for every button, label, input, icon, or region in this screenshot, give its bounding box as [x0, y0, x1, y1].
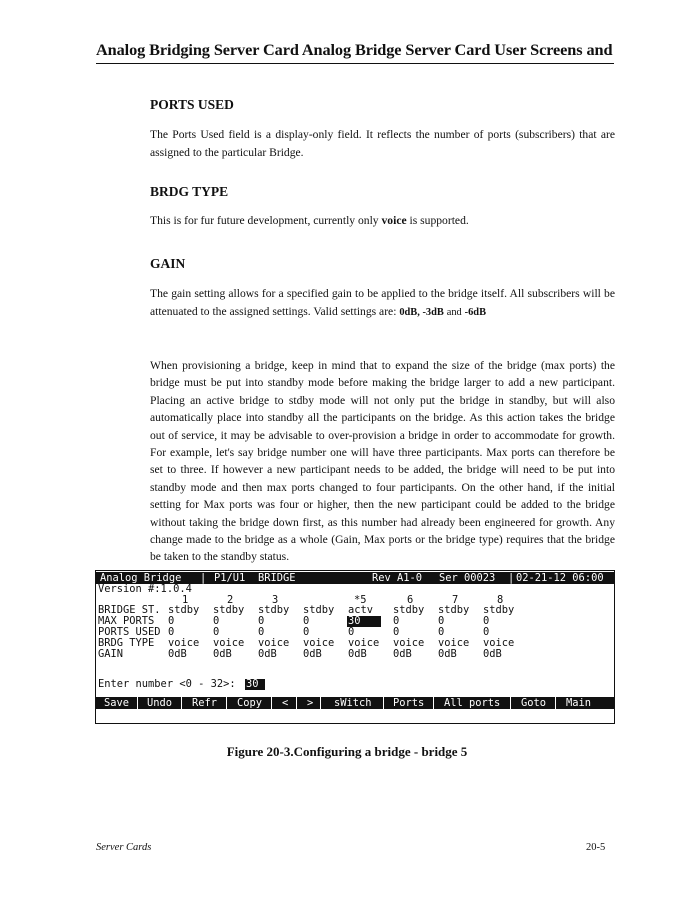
brdg-type-3[interactable]: voice: [258, 637, 290, 649]
column-header-3: 3: [272, 594, 279, 606]
menu-goto[interactable]: Goto: [521, 697, 547, 709]
header-rule: [96, 63, 614, 64]
gain-val-3db: -3dB: [422, 306, 444, 318]
row-label-brdg-type: BRDG TYPE: [98, 637, 155, 649]
bridge-st-8[interactable]: stdby: [483, 604, 515, 616]
terminal-menu-bar: [96, 697, 614, 709]
section-text-gain: The gain setting allows for a specified gain to be applied to the bridge itself. All subscribers will be attenuated to the assigned settings. Valid settings are: 0dB, -3dB and -6dB: [150, 287, 615, 318]
section-heading-brdg-type: BRDG TYPE: [150, 184, 229, 199]
menu-ports[interactable]: Ports: [393, 697, 425, 709]
menu-copy[interactable]: Copy: [237, 697, 263, 709]
column-header-2: 2: [227, 594, 234, 606]
max-ports-7[interactable]: 0: [438, 615, 445, 627]
menu-save[interactable]: Save: [104, 697, 130, 709]
max-ports-3[interactable]: 0: [258, 615, 265, 627]
max-ports-5[interactable]: 30: [347, 616, 381, 627]
column-header-6: 6: [407, 594, 414, 606]
brdg-type-5[interactable]: voice: [348, 637, 380, 649]
ports-used-6: 0: [393, 626, 400, 638]
ports-used-3: 0: [258, 626, 265, 638]
bridge-st-7[interactable]: stdby: [438, 604, 470, 616]
bridge-st-4[interactable]: stdby: [303, 604, 335, 616]
ports-used-2: 0: [213, 626, 220, 638]
page-number: 20-5: [586, 842, 606, 853]
terminal-ser: Ser 00023: [439, 572, 496, 584]
entry-prompt: Enter number <0 - 32>:: [98, 678, 236, 690]
terminal-datetime: 02-21-12 06:00: [516, 572, 604, 584]
brdg-type-1[interactable]: voice: [168, 637, 200, 649]
row-label-ports-used: PORTS USED: [98, 626, 161, 638]
footer-left: Server Cards: [96, 842, 152, 853]
bridge-st-6[interactable]: stdby: [393, 604, 425, 616]
gain-1[interactable]: 0dB: [168, 648, 187, 660]
menu-refr[interactable]: Refr: [192, 697, 218, 709]
column-header-7: 7: [452, 594, 459, 606]
gain-6[interactable]: 0dB: [393, 648, 412, 660]
menu-main[interactable]: Main: [566, 697, 592, 709]
ports-used-1: 0: [168, 626, 175, 638]
section-text-ports-used: The Ports Used field is a display-only field. It reflects the number of ports (subscribers) that are assigned to the particular Bridge.: [150, 128, 615, 159]
brdg-type-voice: voice: [381, 214, 407, 227]
figure-caption: Figure 20-3.Configuring a bridge - bridge 5: [226, 744, 468, 759]
bridge-st-2[interactable]: stdby: [213, 604, 245, 616]
column-header-5: *5: [354, 594, 367, 606]
gain-val-6db: -6dB: [464, 306, 487, 318]
gain-conj: and: [446, 306, 462, 318]
row-label-gain: GAIN: [98, 648, 124, 660]
ports-used-8: 0: [483, 626, 490, 638]
row-label-bridge-st: BRIDGE ST.: [98, 604, 161, 616]
max-ports-1[interactable]: 0: [168, 615, 175, 627]
column-header-8: 8: [497, 594, 504, 606]
entry-input[interactable]: 30: [245, 679, 265, 690]
max-ports-4[interactable]: 0: [303, 615, 310, 627]
brdg-type-6[interactable]: voice: [393, 637, 425, 649]
body-paragraph: When provisioning a bridge, keep in mind that to expand the size of the bridge (max ports) the bridge must be put into standby mode before making the bridge larger to add a new participant. Placing an active bridge to stdby mode will not only put the bridge in standby, but will also automatically place into standby all the participants on the bridge. As this action takes the bridge out of service, it may be advisable to over-provision a bridge in order to accommodate for growth. For example, let's say bridge number one will have three participants. Max ports can therefore be set to three. If however a new participant needs to be added, the bridge will need to be put into standby mode and then max ports changed to four participants. On the other hand, if the initial setting for Max ports was four or higher, then the new participant could be added to the bridge without taking the bridge down first, as this number had already been engineered for growth. Any change made to the bridge as a whole (Gain, Max ports or the bridge type) requires that the bridge be taken to the standby status.: [150, 359, 615, 564]
row-label-max-ports: MAX PORTS: [98, 615, 155, 627]
section-heading-ports-used: PORTS USED: [150, 97, 234, 112]
terminal-title: Analog Bridge: [100, 572, 182, 584]
gain-8[interactable]: 0dB: [483, 648, 502, 660]
gain-val-0db: 0dB: [399, 306, 418, 318]
gain-4[interactable]: 0dB: [303, 648, 322, 660]
menu-next[interactable]: >: [307, 697, 314, 709]
menu-undo[interactable]: Undo: [147, 697, 173, 709]
terminal-slot: P1/U1: [214, 572, 246, 584]
section-text-brdg-type: [150, 212, 615, 230]
terminal-title-bar: Analog Bridge | P1/U1 BRIDGE Rev A1-0 Ser 00023 | 02-21-12 06:00: [96, 572, 614, 584]
column-header-1: 1: [182, 594, 189, 606]
brdg-type-2[interactable]: voice: [213, 637, 245, 649]
brdg-type-text-a: This is for fur future development, currently only: [150, 214, 382, 227]
section-heading-gain: GAIN: [150, 256, 186, 271]
terminal-mode: BRIDGE: [258, 572, 296, 584]
ports-used-5: 0: [348, 626, 355, 638]
brdg-type-4[interactable]: voice: [303, 637, 335, 649]
ports-used-7: 0: [438, 626, 445, 638]
terminal-screen: [95, 570, 615, 724]
terminal-version: Version #:1.0.4: [98, 583, 192, 595]
terminal-rev: Rev A1-0: [372, 572, 423, 584]
bridge-st-1[interactable]: stdby: [168, 604, 200, 616]
max-ports-8[interactable]: 0: [483, 615, 490, 627]
menu-prev[interactable]: <: [282, 697, 289, 709]
gain-text: The gain setting allows for a specified gain to be applied to the bridge itself. All subscribers will be attenuated to the assigned settings. Valid settings are:: [150, 287, 615, 318]
page-header-title: Analog Bridging Server Card Analog Bridge Server Card User Screens and: [96, 40, 613, 59]
bridge-st-5[interactable]: actv: [348, 604, 374, 616]
brdg-type-7[interactable]: voice: [438, 637, 470, 649]
gain-5[interactable]: 0dB: [348, 648, 367, 660]
gain-7[interactable]: 0dB: [438, 648, 457, 660]
menu-all-ports[interactable]: All ports: [444, 697, 501, 709]
bridge-st-3[interactable]: stdby: [258, 604, 290, 616]
max-ports-2[interactable]: 0: [213, 615, 220, 627]
gain-3[interactable]: 0dB: [258, 648, 277, 660]
gain-2[interactable]: 0dB: [213, 648, 232, 660]
max-ports-6[interactable]: 0: [393, 615, 400, 627]
menu-switch[interactable]: sWitch: [334, 697, 372, 709]
ports-used-4: 0: [303, 626, 310, 638]
brdg-type-text-b: is supported.: [406, 214, 469, 227]
brdg-type-8[interactable]: voice: [483, 637, 515, 649]
